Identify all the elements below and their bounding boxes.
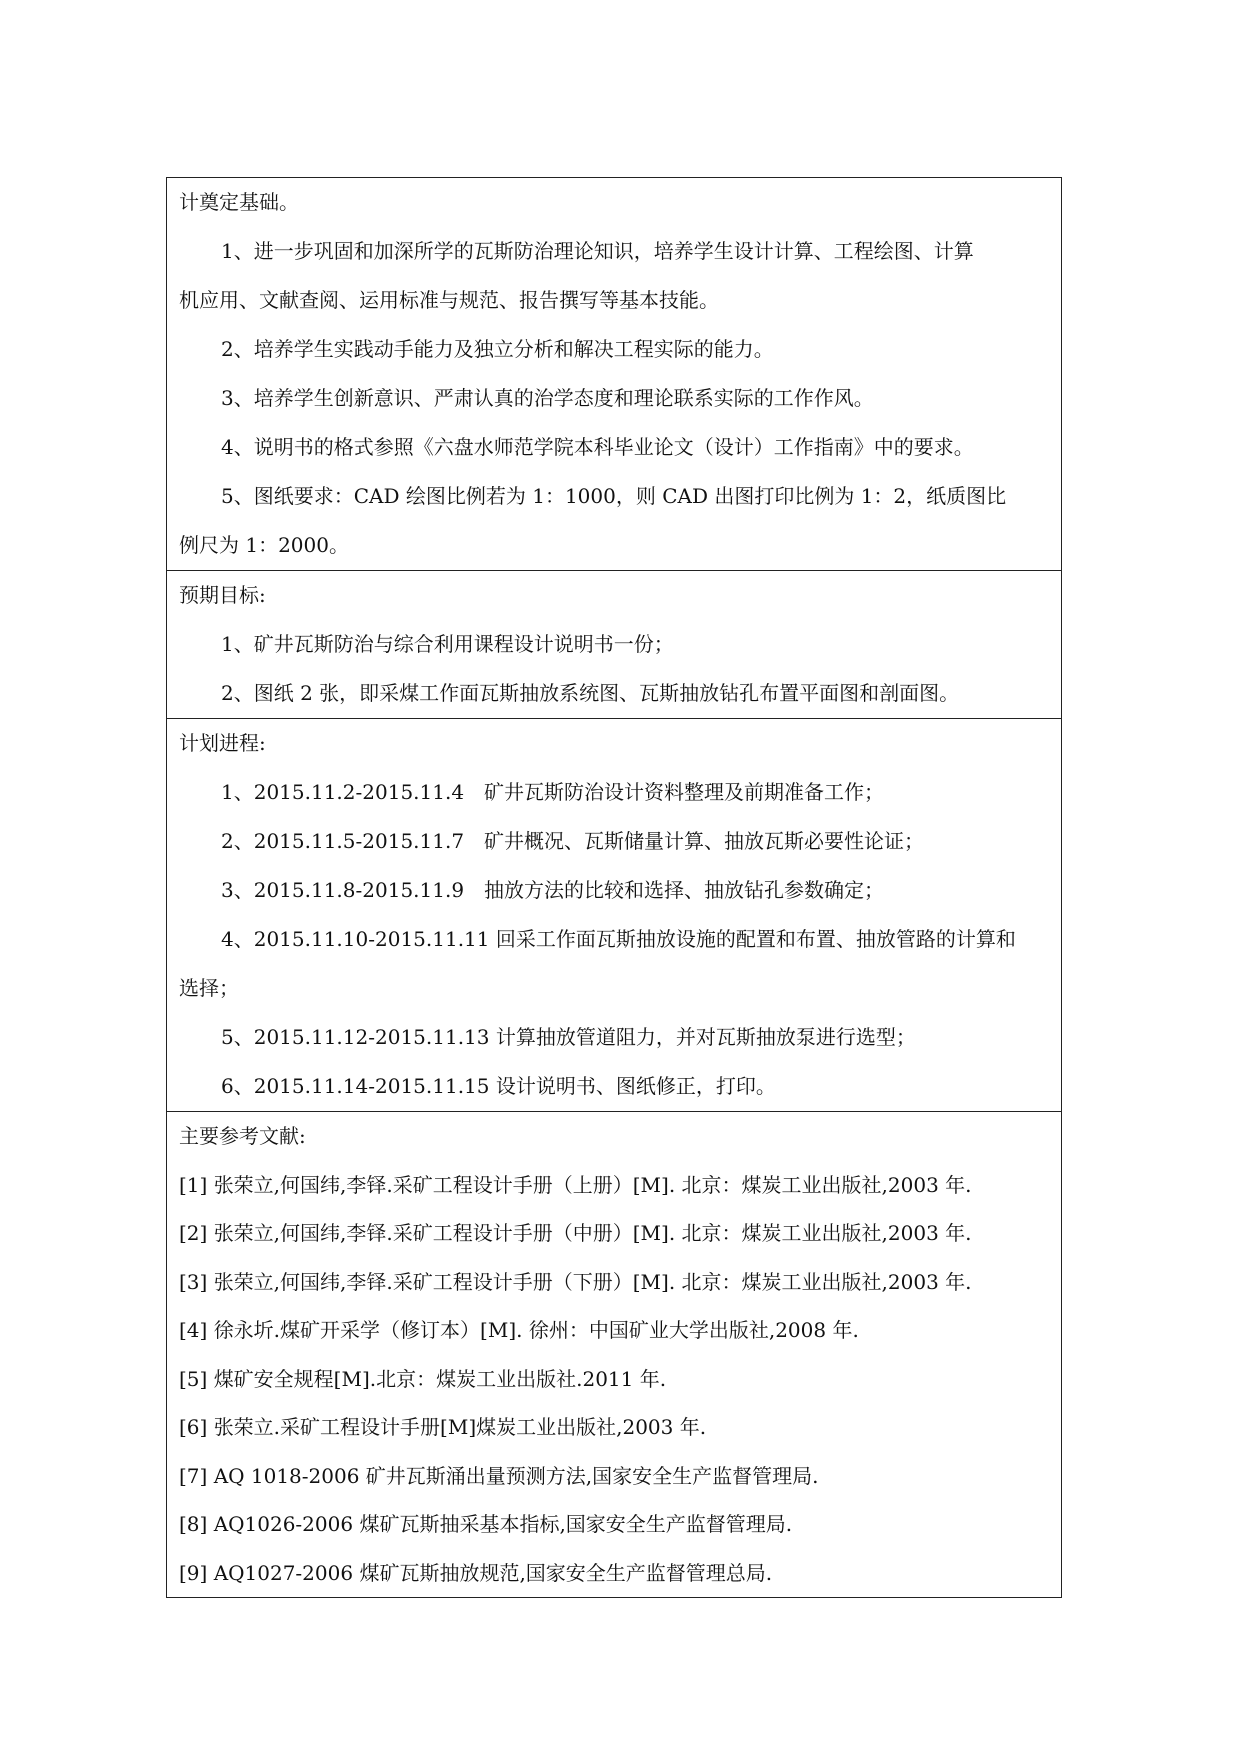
reference-item: [3] 张荣立,何国纬,李铎.采矿工程设计手册（下册）[M]. 北京：煤炭工业出版社,2003 年. (179, 1269, 972, 1294)
list-item: 5、2015.11.12-2015.11.13 计算抽放管道阻力，并对瓦斯抽放泵进行选型； (221, 1025, 916, 1049)
reference-item: [2] 张荣立,何国纬,李铎.采矿工程设计手册（中册）[M]. 北京：煤炭工业出版社,2003 年. (179, 1221, 972, 1245)
expected-goals-section (167, 570, 1061, 718)
text-line: 例尺为 1：2000。 (179, 533, 349, 557)
reference-item: [7] AQ 1018-2006 矿井瓦斯涌出量预测方法,国家安全生产监督管理局. (179, 1463, 819, 1488)
text-line: 机应用、文献查阅、运用标准与规范、报告撰写等基本技能。 (179, 288, 719, 312)
text-line: 1、进一步巩固和加深所学的瓦斯防治理论知识，培养学生设计计算、工程绘图、计算 (221, 239, 974, 263)
text-line: 5、图纸要求：CAD 绘图比例若为 1：1000，则 CAD 出图打印比例为 1：2，纸质图比 (221, 484, 1007, 508)
list-item: 1、2015.11.2-2015.11.4 矿井瓦斯防治设计资料整理及前期准备工作； (221, 780, 885, 804)
section-heading: 主要参考文献: (179, 1124, 306, 1148)
text-line: 计奠定基础。 (179, 190, 299, 214)
reference-item: [8] AQ1026-2006 煤矿瓦斯抽采基本指标,国家安全生产监督管理局. (179, 1512, 793, 1536)
reference-item: [9] AQ1027-2006 煤矿瓦斯抽放规范,国家安全生产监督管理总局. (179, 1560, 773, 1585)
reference-item: [1] 张荣立,何国纬,李铎.采矿工程设计手册（上册）[M]. 北京：煤炭工业出版社,2003 年. (179, 1172, 972, 1197)
list-item: 3、2015.11.8-2015.11.9 抽放方法的比较和选择、抽放钻孔参数确定； (221, 878, 885, 902)
text-line: 3、培养学生创新意识、严肃认真的治学态度和理论联系实际的工作作风。 (221, 386, 874, 410)
list-item: 1、矿井瓦斯防治与综合利用课程设计说明书一份； (221, 632, 674, 656)
list-item: 4、2015.11.10-2015.11.11 回采工作面瓦斯抽放设施的配置和布置、抽放管路的计算和 (221, 927, 1016, 951)
reference-item: [5] 煤矿安全规程[M].北京：煤炭工业出版社.2011 年. (179, 1366, 667, 1391)
references-section (167, 1111, 1061, 1597)
list-item-continuation: 选择； (179, 976, 239, 1000)
reference-item: [6] 张荣立.采矿工程设计手册[M]煤炭工业出版社,2003 年. (179, 1415, 707, 1439)
schedule-section (167, 718, 1061, 1111)
text-line: 4、说明书的格式参照《六盘水师范学院本科毕业论文（设计）工作指南》中的要求。 (221, 435, 974, 459)
section-heading: 预期目标: (179, 583, 266, 607)
list-item: 2、图纸 2 张，即采煤工作面瓦斯抽放系统图、瓦斯抽放钻孔布置平面图和剖面图。 (221, 681, 960, 705)
reference-item: [4] 徐永圻.煤矿开采学（修订本）[M]. 徐州：中国矿业大学出版社,2008 年. (179, 1318, 859, 1342)
section-heading: 计划进程: (179, 731, 266, 755)
design-purpose-section (167, 178, 1061, 570)
text-line: 2、培养学生实践动手能力及独立分析和解决工程实际的能力。 (221, 337, 774, 361)
form-table (166, 177, 1062, 1598)
list-item: 6、2015.11.14-2015.11.15 设计说明书、图纸修正，打印。 (221, 1074, 776, 1098)
list-item: 2、2015.11.5-2015.11.7 矿井概况、瓦斯储量计算、抽放瓦斯必要性论证； (221, 829, 925, 853)
